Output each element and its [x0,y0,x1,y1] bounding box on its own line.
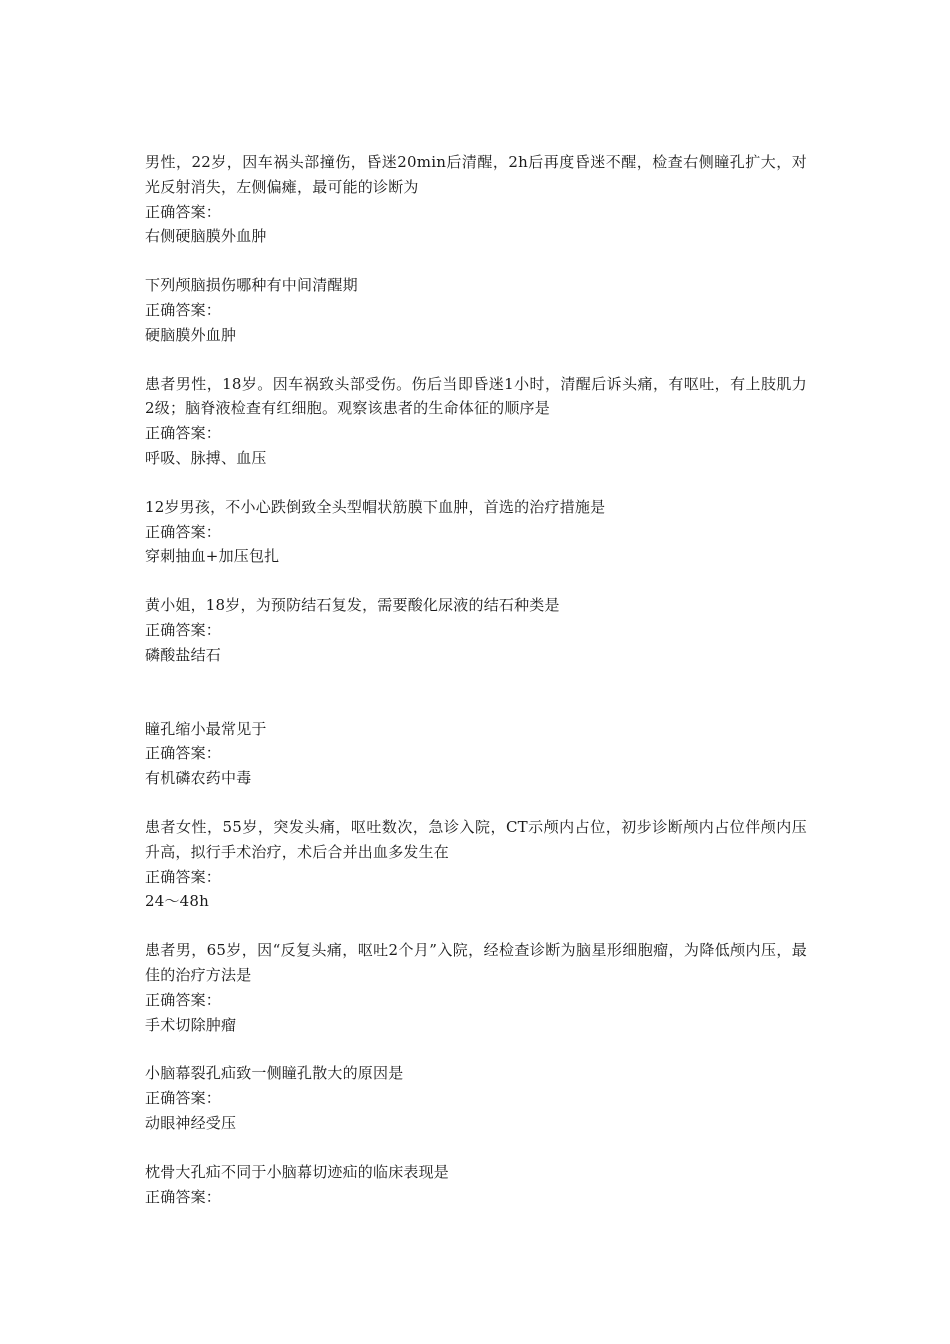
answer-label: 正确答案： [145,300,222,319]
answer-label: 正确答案： [145,867,222,886]
answer-text: 呼吸、脉搏、血压 [145,448,267,467]
question-text: 12岁男孩，不小心跌倒致全头型帽状筋膜下血肿，首选的治疗措施是 [145,497,606,516]
answer-text: 手术切除肿瘤 [145,1015,237,1034]
answer-label: 正确答案： [145,990,222,1009]
question-text: 患者男，65岁，因“反复头痛，呕吐2个月”入院，经检查诊断为脑星形细胞瘤，为降低颅内压，最佳的治疗方法是 [145,941,807,984]
qa-item [145,938,807,1037]
question-text: 小脑幕裂孔疝致一侧瞳孔散大的原因是 [145,1064,404,1083]
qa-item [145,273,807,347]
question-text: 患者女性，55岁，突发头痛，呕吐数次，急诊入院，CT示颅内占位，初步诊断颅内占位伴颅内压升高，拟行手术治疗，术后合并出血多发生在 [145,817,807,861]
qa-item [145,150,807,249]
qa-item [145,495,807,569]
qa-list [145,150,807,1233]
answer-label: 正确答案： [145,620,222,639]
qa-item [145,593,807,667]
answer-label: 正确答案： [145,424,222,443]
qa-item [145,815,807,914]
answer-text: 磷酸盐结石 [145,645,222,664]
question-text: 下列颅脑损伤哪种有中间清醒期 [145,276,358,295]
answer-text: 硬脑膜外血肿 [145,325,237,344]
answer-label: 正确答案： [145,1187,222,1206]
answer-text: 动眼神经受压 [145,1113,237,1132]
question-text: 黄小姐，18岁，为预防结石复发，需要酸化尿液的结石种类是 [145,596,560,615]
qa-item [145,717,807,791]
answer-label: 正确答案： [145,202,222,221]
question-text: 患者男性，18岁。因车祸致头部受伤。伤后当即昏迷1小时，清醒后诉头痛，有呕吐，有上肢肌力2级；脑脊液检查有红细胞。观察该患者的生命体征的顺序是 [145,374,807,418]
answer-text: 右侧硬脑膜外血肿 [145,227,267,246]
question-text: 瞳孔缩小最常见于 [145,719,267,738]
qa-item [145,372,807,471]
answer-label: 正确答案： [145,744,222,763]
answer-text: 有机磷农药中毒 [145,769,252,788]
qa-item [145,1061,807,1135]
question-text: 男性，22岁，因车祸头部撞伤，昏迷20min后清醒，2h后再度昏迷不醒，检查右侧瞳孔扩大，对光反射消失，左侧偏瘫，最可能的诊断为 [145,153,807,196]
qa-item [145,1160,807,1210]
answer-text: 24～48h [145,892,210,911]
answer-text: 穿刺抽血+加压包扎 [145,547,280,566]
question-text: 枕骨大孔疝不同于小脑幕切迹疝的临床表现是 [145,1162,450,1181]
answer-label: 正确答案： [145,522,222,541]
answer-label: 正确答案： [145,1089,222,1108]
